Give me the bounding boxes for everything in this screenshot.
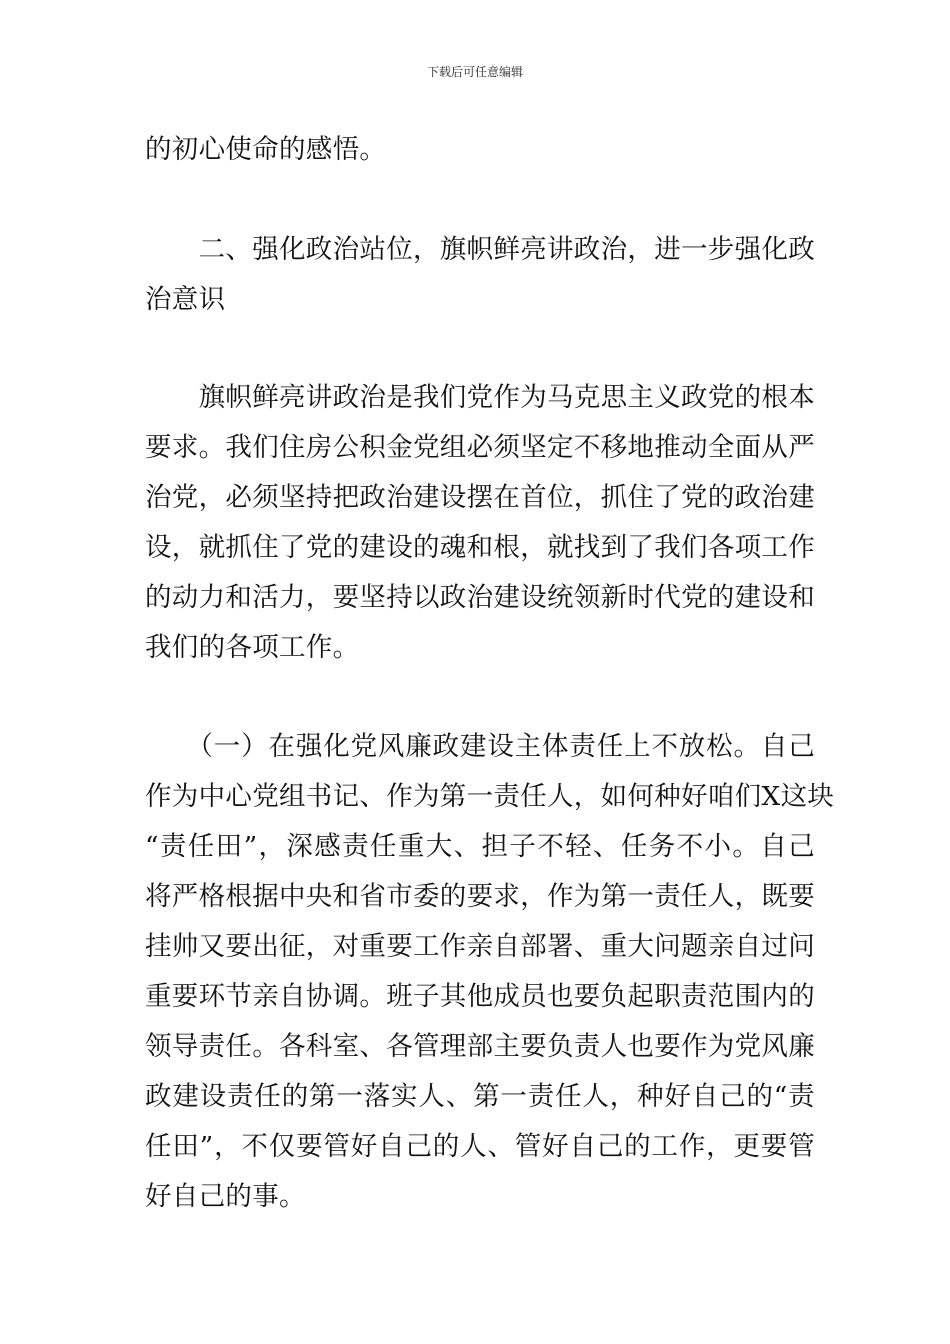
text-line: 好自己的事。	[145, 1181, 306, 1212]
text-line: 要求。我们住房公积金党组必须坚定不移地推动全面从严	[145, 432, 815, 463]
text-line: 设，就抓住了党的建设的魂和根，就找到了我们各项工作	[145, 532, 815, 563]
text-line: 作为中心党组书记、作为第一责任人，如何种好咱们X这块	[145, 781, 835, 812]
paragraph-body	[145, 373, 815, 673]
paragraph-continuation	[145, 125, 815, 175]
text-line: 治意识	[145, 284, 226, 315]
text-line: 将严格根据中央和省市委的要求，作为第一责任人，既要	[145, 881, 815, 912]
paragraph-body	[145, 722, 835, 1222]
text-line: 旗帜鲜亮讲政治是我们党作为马克思主义政党的根本	[145, 382, 815, 413]
text-line: 政建设责任的第一落实人、第一责任人，种好自己的“责	[145, 1081, 815, 1112]
text-line: “责任田”，深感责任重大、担子不轻、任务不小。自己	[145, 831, 815, 862]
text-line: 重要环节亲自协调。班子其他成员也要负起职责范围内的	[145, 981, 815, 1012]
section-heading	[145, 225, 815, 325]
text-line: 任田”，不仅要管好自己的人、管好自己的工作，更要管	[145, 1131, 816, 1162]
text-line: 领导责任。各科室、各管理部主要负责人也要作为党风廉	[145, 1031, 815, 1062]
text-line: 治党，必须坚持把政治建设摆在首位，抓住了党的政治建	[145, 482, 815, 513]
text-line: 的动力和活力，要坚持以政治建设统领新时代党的建设和	[145, 582, 815, 613]
text-line: 二、强化政治站位，旗帜鲜亮讲政治，进一步强化政	[145, 234, 815, 265]
page-header: 下载后可任意编辑	[426, 65, 523, 79]
text-line: （一）在强化党风廉政建设主体责任上不放松。自己	[145, 731, 815, 762]
text-line: 我们的各项工作。	[145, 632, 360, 663]
text-line: 挂帅又要出征，对重要工作亲自部署、重大问题亲自过问	[145, 931, 815, 962]
text-line: 的初心使命的感悟。	[145, 134, 387, 165]
